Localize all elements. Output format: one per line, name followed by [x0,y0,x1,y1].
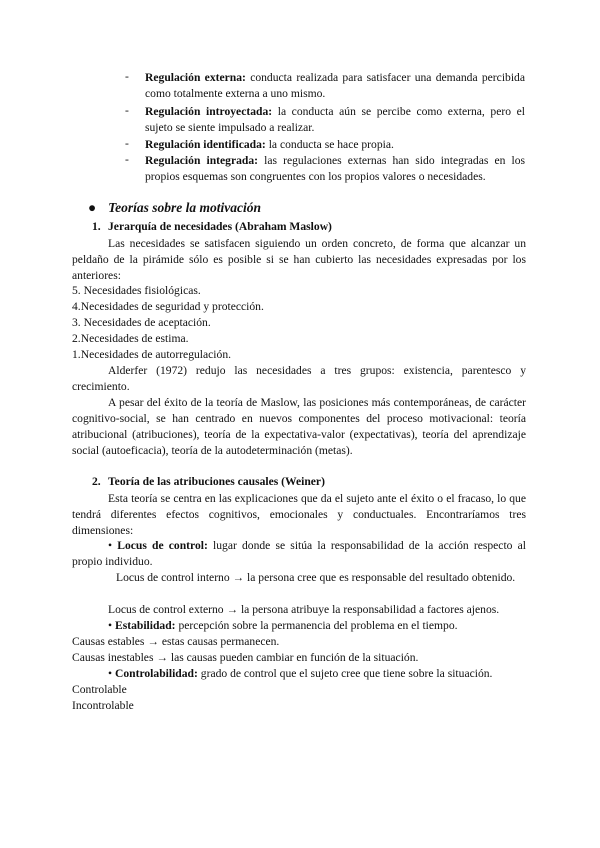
section-heading [88,200,261,216]
list-item [127,104,525,136]
dash-bullet: - [125,70,129,83]
paragraph-maslow-post: A pesar del éxito de la teoría de Maslow, las posiciones más contemporáneas, de carácter cognitivo-social, se han centrado en nuevos componentes del proceso motivacional: teoría atribucional (atribuciones), teoría de la expectativa-valor (expectativas), teoría del aprendizaje social (autoeficacia), teoría de la autodeterminación (metas). [72,396,526,457]
paragraph-alderfer: Alderfer (1972) redujo las necesidades a tres grupos: existencia, parentesco y crecimiento. [72,364,526,393]
term-label: Locus de control: [117,539,208,552]
term-text: grado de control que el sujeto cree que tiene sobre la situación. [200,667,493,680]
section-title: Teorías sobre la motivación [108,200,262,215]
list-item-text: la conducta aún se percibe como externa, pero el sujeto se siente impulsado a realizar. [145,105,525,134]
list-item: 1.Necesidades de autorregulación. [72,348,232,361]
list-item: 3. Necesidades de aceptación. [72,316,211,329]
paragraph-locus-interno: Locus de control interno → la persona cree que es responsable del resultado obtenido. [116,571,516,584]
list-item-label: Regulación identificada: [145,138,266,151]
paragraph-locus: • Locus de control: lugar donde se sitúa la responsabilidad de la acción respecto al propio individuo. [72,539,526,568]
subsection-number: 2. [92,475,101,488]
paragraph-controlabilidad: • Controlabilidad: grado de control que el sujeto cree que tiene sobre la situación. [108,667,493,680]
term-text: lugar donde se sitúa la responsabilidad de la acción respecto al propio individuo. [72,539,526,568]
subsection-title: Teoría de las atribuciones causales (Weiner) [108,475,325,488]
subsection-heading [92,220,332,233]
list-item-text: la conducta se hace propia. [268,138,394,151]
list-item: Causas inestables → las causas pueden cambiar en función de la situación. [72,651,419,664]
list-item [127,137,525,153]
list-item-label: Regulación integrada: [145,154,259,167]
list-item: Incontrolable [72,699,134,712]
paragraph-maslow-intro: Las necesidades se satisfacen siguiendo un orden concreto, de forma que alcanzar un peldaño de la pirámide sólo es posible si se han cubierto las necesidades expresadas por los anteriores: [72,237,526,282]
term-text: percepción sobre la permanencia del problema en el tiempo. [178,619,458,632]
list-item-label: Regulación introyectada: [145,105,273,118]
subsection-number: 1. [92,220,101,233]
paragraph-weiner-intro: Esta teoría se centra en las explicaciones que da el sujeto ante el éxito o el fracaso, lo que tendrá diferentes efectos cognitivos, emocionales y conductuales. Encontraríamos tres dimensiones: [72,492,526,537]
paragraph-locus-externo: Locus de control externo → la persona atribuye la responsabilidad a factores ajenos. [108,603,500,616]
term-label: Estabilidad: [114,619,176,632]
list-item [127,70,525,102]
list-item-text: las regulaciones externas han sido integradas en los propios esquemas son congruentes con los propios valores o necesidades. [145,154,526,183]
dash-bullet: - [125,153,129,166]
list-item: Causas estables → estas causas permanecen. [72,635,280,648]
list-item-text: conducta realizada para satisfacer una demanda percibida como totalmente externa a uno mismo. [145,71,525,100]
list-item: 4.Necesidades de seguridad y protección. [72,300,264,313]
paragraph-estabilidad: • Estabilidad: percepción sobre la permanencia del problema en el tiempo. [108,619,458,632]
list-item: Controlable [72,683,127,696]
list-item: 2.Necesidades de estima. [72,332,189,345]
dash-bullet: - [125,137,129,150]
subsection-title: Jerarquía de necesidades (Abraham Maslow) [108,220,332,233]
list-item-label: Regulación externa: [145,71,246,84]
list-item: 5. Necesidades fisiológicas. [72,284,201,297]
list-item [127,153,525,185]
bullet-dot: ● [88,200,97,215]
dash-bullet: - [125,104,129,117]
subsection-heading [92,475,325,488]
term-label: Controlabilidad: [114,667,198,680]
